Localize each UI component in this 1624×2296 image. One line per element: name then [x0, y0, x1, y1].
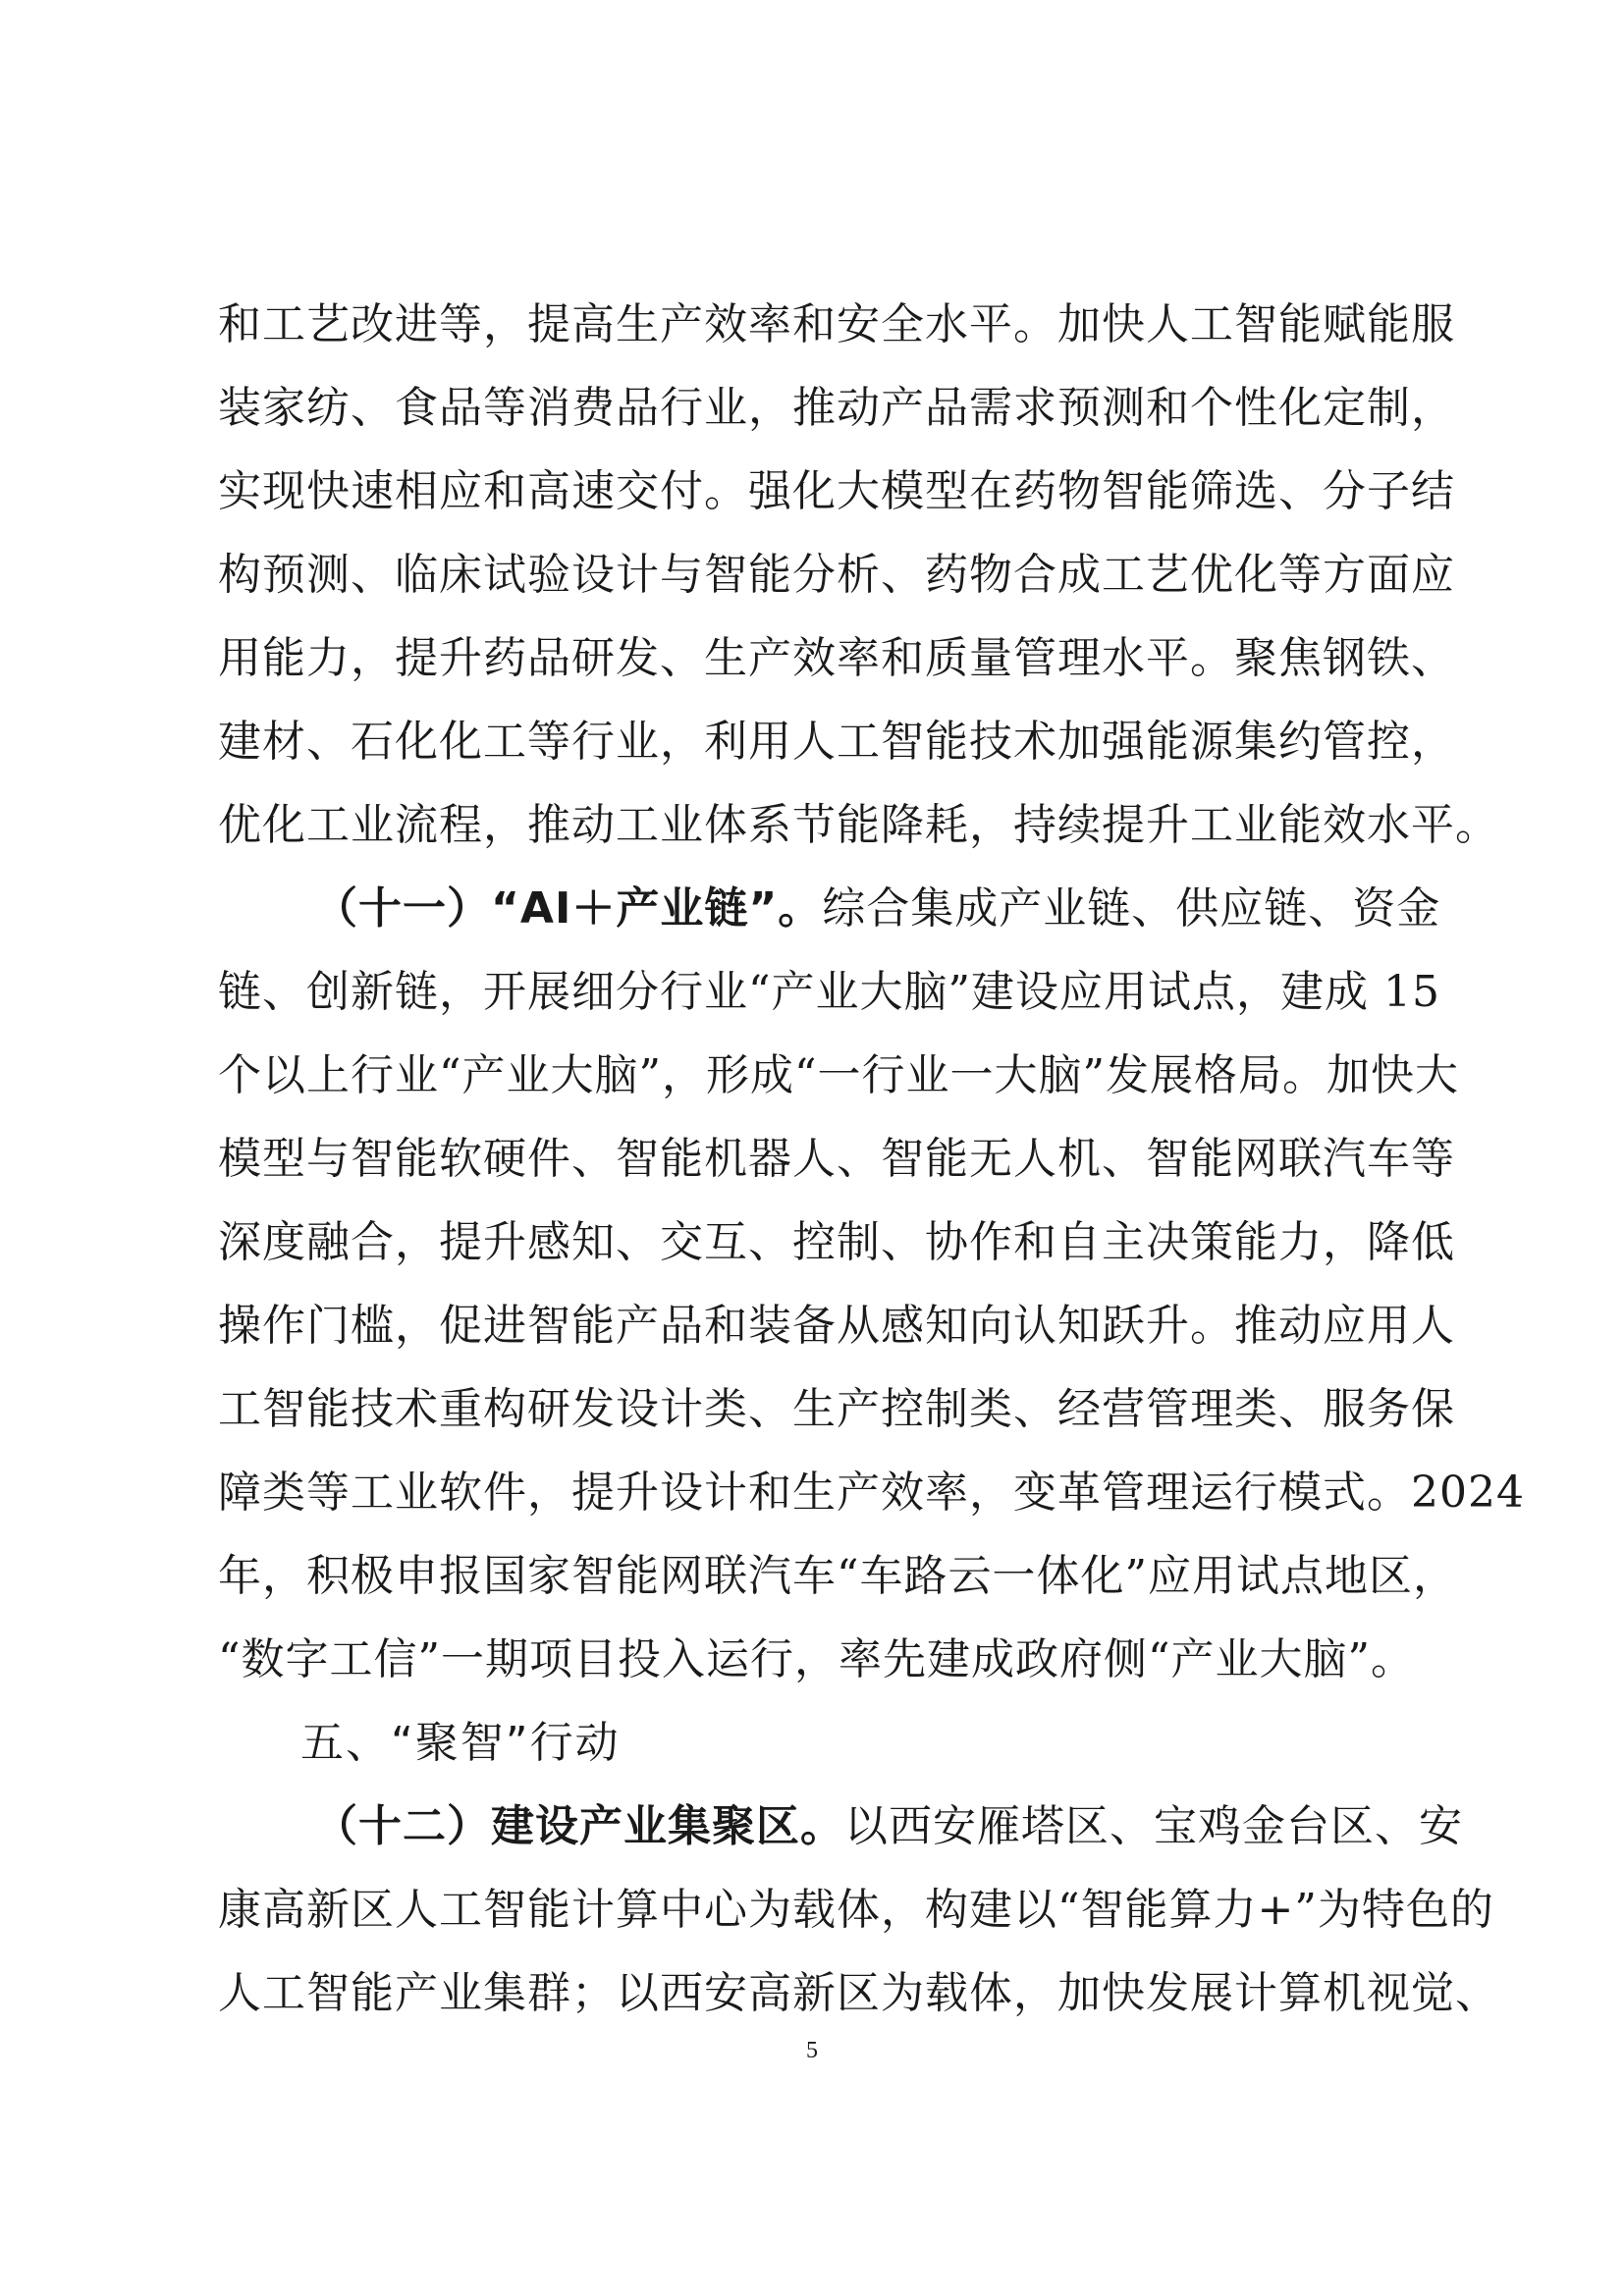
paragraph-text: 综合集成产业链、供应链、资金	[822, 883, 1441, 934]
paragraph-line: 链、创新链，开展细分行业“产业大脑”建设应用试点，建成 15	[218, 967, 1440, 1017]
paragraph-line: 用能力，提升药品研发、生产效率和质量管理水平。聚焦钢铁、	[218, 633, 1455, 683]
paragraph-line: 年，积极申报国家智能网联汽车“车路云一体化”应用试点地区，	[218, 1551, 1457, 1601]
paragraph-line: “数字工信”一期项目投入运行，率先建成政府侧“产业大脑”。	[218, 1634, 1415, 1684]
paragraph-line: 人工智能产业集群；以西安高新区为载体，加快发展计算机视觉、	[218, 1968, 1499, 2018]
paragraph-text: 以西安雁塔区、宝鸡金台区、安	[844, 1801, 1463, 1851]
subsection-heading: （十一）“AI＋产业链”。	[314, 883, 823, 934]
paragraph-first-line	[314, 1792, 1463, 1861]
paragraph-line: 障类等工业软件，提升设计和生产效率，变革管理运行模式。2024	[218, 1468, 1525, 1518]
paragraph-line: 个以上行业“产业大脑”，形成“一行业一大脑”发展格局。加快大	[218, 1050, 1459, 1100]
paragraph-line: 工智能技术重构研发设计类、生产控制类、经营管理类、服务保	[218, 1384, 1455, 1434]
paragraph-line: 操作门槛，促进智能产品和装备从感知向认知跃升。推动应用人	[218, 1301, 1455, 1351]
paragraph-line: 装家纺、食品等消费品行业，推动产品需求预测和个性化定制，	[218, 383, 1455, 433]
subsection-heading: （十二）建设产业集聚区。	[314, 1801, 844, 1851]
paragraph-line: 模型与智能软硬件、智能机器人、智能无人机、智能网联汽车等	[218, 1134, 1455, 1184]
paragraph-line: 康高新区人工智能计算中心为载体，构建以“智能算力+”为特色的	[218, 1885, 1494, 1935]
page-number: 5	[806, 2038, 818, 2063]
paragraph-first-line	[314, 875, 1441, 943]
paragraph-line: 构预测、临床试验设计与智能分析、药物合成工艺优化等方面应	[218, 550, 1455, 600]
paragraph-line: 优化工业流程，推动工业体系节能降耗，持续提升工业能效水平。	[218, 800, 1499, 850]
paragraph-line: 深度融合，提升感知、交互、控制、协作和自主决策能力，降低	[218, 1217, 1455, 1267]
paragraph-line: 和工艺改进等，提高生产效率和安全水平。加快人工智能赋能服	[218, 299, 1455, 349]
paragraph-line: 实现快速相应和高速交付。强化大模型在药物智能筛选、分子结	[218, 466, 1455, 516]
paragraph-line: 建材、石化化工等行业，利用人工智能技术加强能源集约管控，	[218, 717, 1455, 767]
section-heading: 五、“聚智”行动	[300, 1718, 621, 1768]
